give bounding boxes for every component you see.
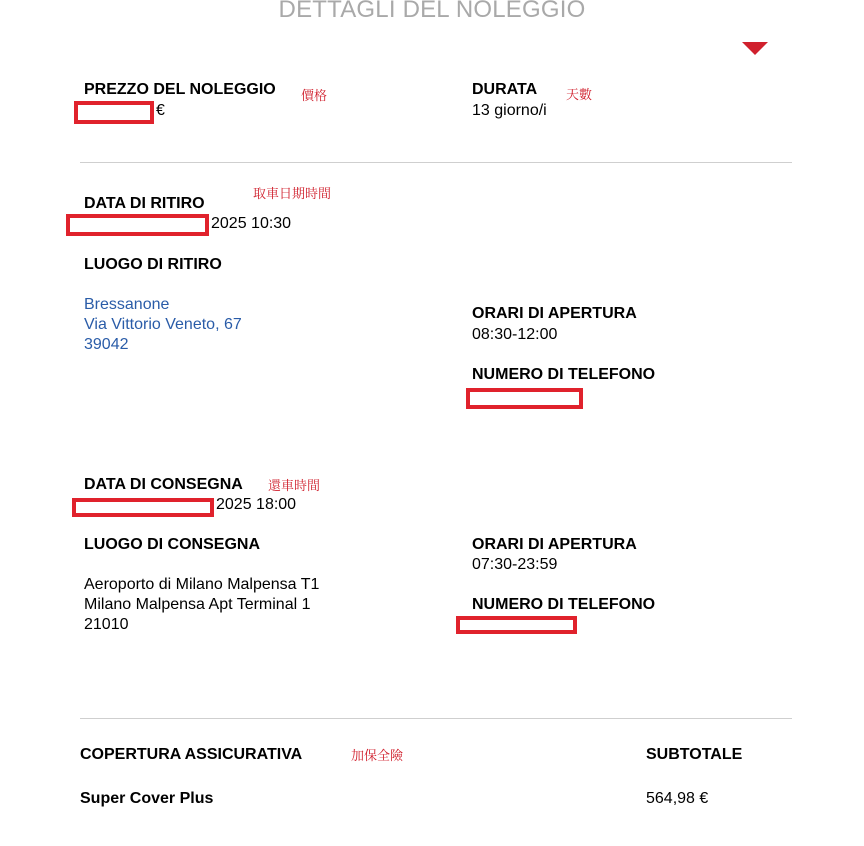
pickup-date-value: 2025 10:30 bbox=[211, 215, 292, 232]
divider bbox=[80, 718, 792, 719]
dropoff-date-value: 2025 18:00 bbox=[216, 496, 297, 513]
pickup-street-link[interactable]: Via Vittorio Veneto, 67 bbox=[84, 316, 242, 333]
price-note: 價格 bbox=[301, 88, 328, 103]
dropoff-hours-value: 07:30-23:59 bbox=[472, 556, 558, 573]
pickup-city-link[interactable]: Bressanone bbox=[84, 296, 170, 313]
dropoff-date-label: DATA DI CONSEGNA bbox=[84, 476, 243, 493]
duration-label: DURATA bbox=[472, 81, 538, 98]
dropoff-phone-label: NUMERO DI TELEFONO bbox=[472, 596, 656, 613]
pickup-hours-value: 08:30-12:00 bbox=[472, 326, 558, 343]
divider bbox=[80, 162, 792, 163]
dropoff-phone-redaction bbox=[456, 616, 577, 634]
insurance-note: 加保全險 bbox=[351, 748, 404, 763]
pickup-date-label: DATA DI RITIRO bbox=[84, 195, 205, 212]
page-title: DETTAGLI DEL NOLEGGIO bbox=[278, 0, 586, 23]
dropoff-address-line1: Aeroporto di Milano Malpensa T1 bbox=[84, 576, 320, 593]
price-currency: € bbox=[156, 102, 165, 119]
pickup-date-redaction bbox=[66, 214, 209, 236]
pickup-date-note: 取車日期時間 bbox=[253, 186, 332, 201]
insurance-label: COPERTURA ASSICURATIVA bbox=[80, 746, 303, 763]
price-redaction bbox=[74, 101, 154, 124]
subtotal-value: 564,98 € bbox=[646, 790, 709, 807]
dropoff-date-note: 還車時間 bbox=[268, 478, 321, 493]
dropoff-address-line3: 21010 bbox=[84, 616, 129, 633]
pickup-phone-label: NUMERO DI TELEFONO bbox=[472, 366, 656, 383]
caret-down-icon[interactable] bbox=[742, 42, 768, 55]
dropoff-hours-label: ORARI DI APERTURA bbox=[472, 536, 637, 553]
duration-note: 天數 bbox=[566, 87, 593, 102]
dropoff-date-redaction bbox=[72, 498, 214, 517]
dropoff-address-line2: Milano Malpensa Apt Terminal 1 bbox=[84, 596, 311, 613]
pickup-phone-redaction bbox=[466, 388, 583, 409]
price-label: PREZZO DEL NOLEGGIO bbox=[84, 81, 276, 98]
pickup-hours-label: ORARI DI APERTURA bbox=[472, 305, 637, 322]
pickup-zip-link[interactable]: 39042 bbox=[84, 336, 129, 353]
subtotal-label: SUBTOTALE bbox=[646, 746, 743, 763]
insurance-plan: Super Cover Plus bbox=[80, 790, 214, 807]
dropoff-location-label: LUOGO DI CONSEGNA bbox=[84, 536, 261, 553]
pickup-location-label: LUOGO DI RITIRO bbox=[84, 256, 222, 273]
duration-value: 13 giorno/i bbox=[472, 102, 547, 119]
